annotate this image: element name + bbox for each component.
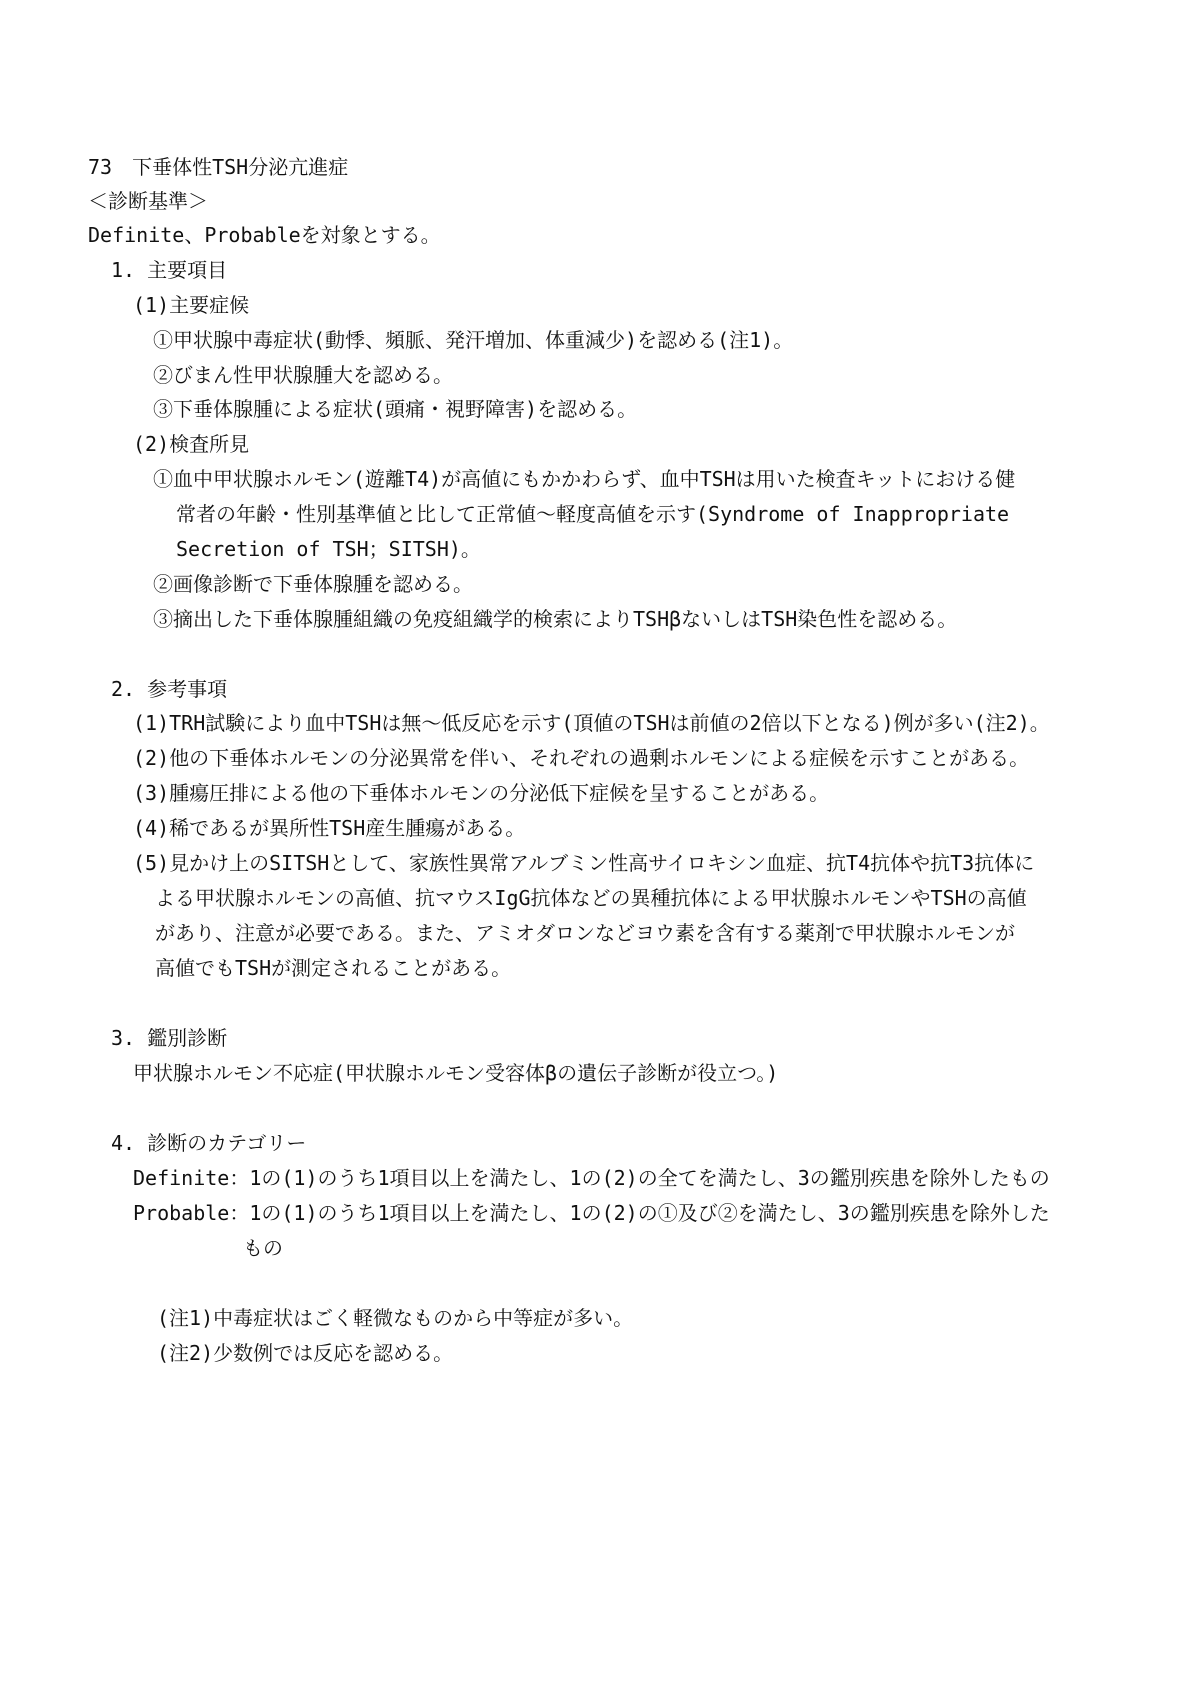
category-probable-line: もの — [243, 1236, 283, 1260]
section2-item: (1)TRH試験により血中TSHは無～低反応を示す(頂値のTSHは前値の2倍以下となる)例が多い(注2)。 — [133, 711, 1050, 735]
section1-sub2-item2: ②画像診断で下垂体腺腫を認める。 — [153, 572, 473, 596]
section3-text: 甲状腺ホルモン不応症(甲状腺ホルモン受容体βの遺伝子診断が役立つ。) — [133, 1061, 779, 1085]
section2-item: (3)腫瘍圧排による他の下垂体ホルモンの分泌低下症候を呈することがある。 — [133, 781, 830, 805]
section1-heading: 1. 主要項目 — [111, 258, 228, 282]
category-probable-line: Probable：1の(1)のうち1項目以上を満たし、1の(2)の①及び②を満たし、3の鑑別疾患を除外した — [133, 1201, 1050, 1225]
document-title: 73 下垂体性TSH分泌亢進症 — [88, 155, 349, 179]
section1-sub2-item3: ③摘出した下垂体腺腫組織の免疫組織学的検索によりTSHβないしはTSH染色性を認める。 — [153, 607, 958, 631]
section1-sub2-item1-line: Secretion of TSH；SITSH)。 — [176, 537, 481, 561]
section4-heading: 4. 診断のカテゴリー — [111, 1131, 307, 1155]
section1-sub1-item: ③下垂体腺腫による症状(頭痛・視野障害)を認める。 — [153, 397, 638, 421]
section1-sub2-item1-line: 常者の年齢・性別基準値と比して正常値～軽度高値を示す(Syndrome of Inappropriate — [176, 502, 1010, 526]
section1-sub1-item: ①甲状腺中毒症状(動悸、頻脈、発汗増加、体重減少)を認める(注1)。 — [153, 328, 794, 352]
criteria-heading: ＜診断基準＞ — [88, 189, 208, 213]
section2-item: (2)他の下垂体ホルモンの分泌異常を伴い、それぞれの過剰ホルモンによる症候を示すことがある。 — [133, 746, 1030, 770]
section2-item5-line: (5)見かけ上のSITSHとして、家族性異常アルブミン性高サイロキシン血症、抗T4抗体や抗T3抗体に — [133, 851, 1035, 875]
section1-sub2-heading: (2)検査所見 — [133, 432, 250, 456]
section2-heading: 2. 参考事項 — [111, 677, 228, 701]
section2-item5-line: よる甲状腺ホルモンの高値、抗マウスIgG抗体などの異種抗体による甲状腺ホルモンやTSHの高値 — [155, 886, 1027, 910]
section2-item: (4)稀であるが異所性TSH産生腫瘍がある。 — [133, 816, 526, 840]
section3-heading: 3. 鑑別診断 — [111, 1026, 228, 1050]
section2-item5-line: 高値でもTSHが測定されることがある。 — [155, 956, 512, 980]
section1-sub1-item: ②びまん性甲状腺腫大を認める。 — [153, 363, 453, 387]
section2-item5-line: があり、注意が必要である。また、アミオダロンなどヨウ素を含有する薬剤で甲状腺ホルモンが — [155, 921, 1015, 945]
section1-sub2-item1-line: ①血中甲状腺ホルモン(遊離T4)が高値にもかかわらず、血中TSHは用いた検査キットにおける健 — [153, 467, 1016, 491]
category-definite: Definite：1の(1)のうち1項目以上を満たし、1の(2)の全てを満たし、3の鑑別疾患を除外したもの — [133, 1166, 1050, 1190]
section1-sub1-heading: (1)主要症候 — [133, 293, 250, 317]
target-note: Definite、Probableを対象とする。 — [88, 223, 441, 247]
note: (注2)少数例では反応を認める。 — [157, 1341, 454, 1365]
note: (注1)中毒症状はごく軽微なものから中等症が多い。 — [157, 1306, 634, 1330]
